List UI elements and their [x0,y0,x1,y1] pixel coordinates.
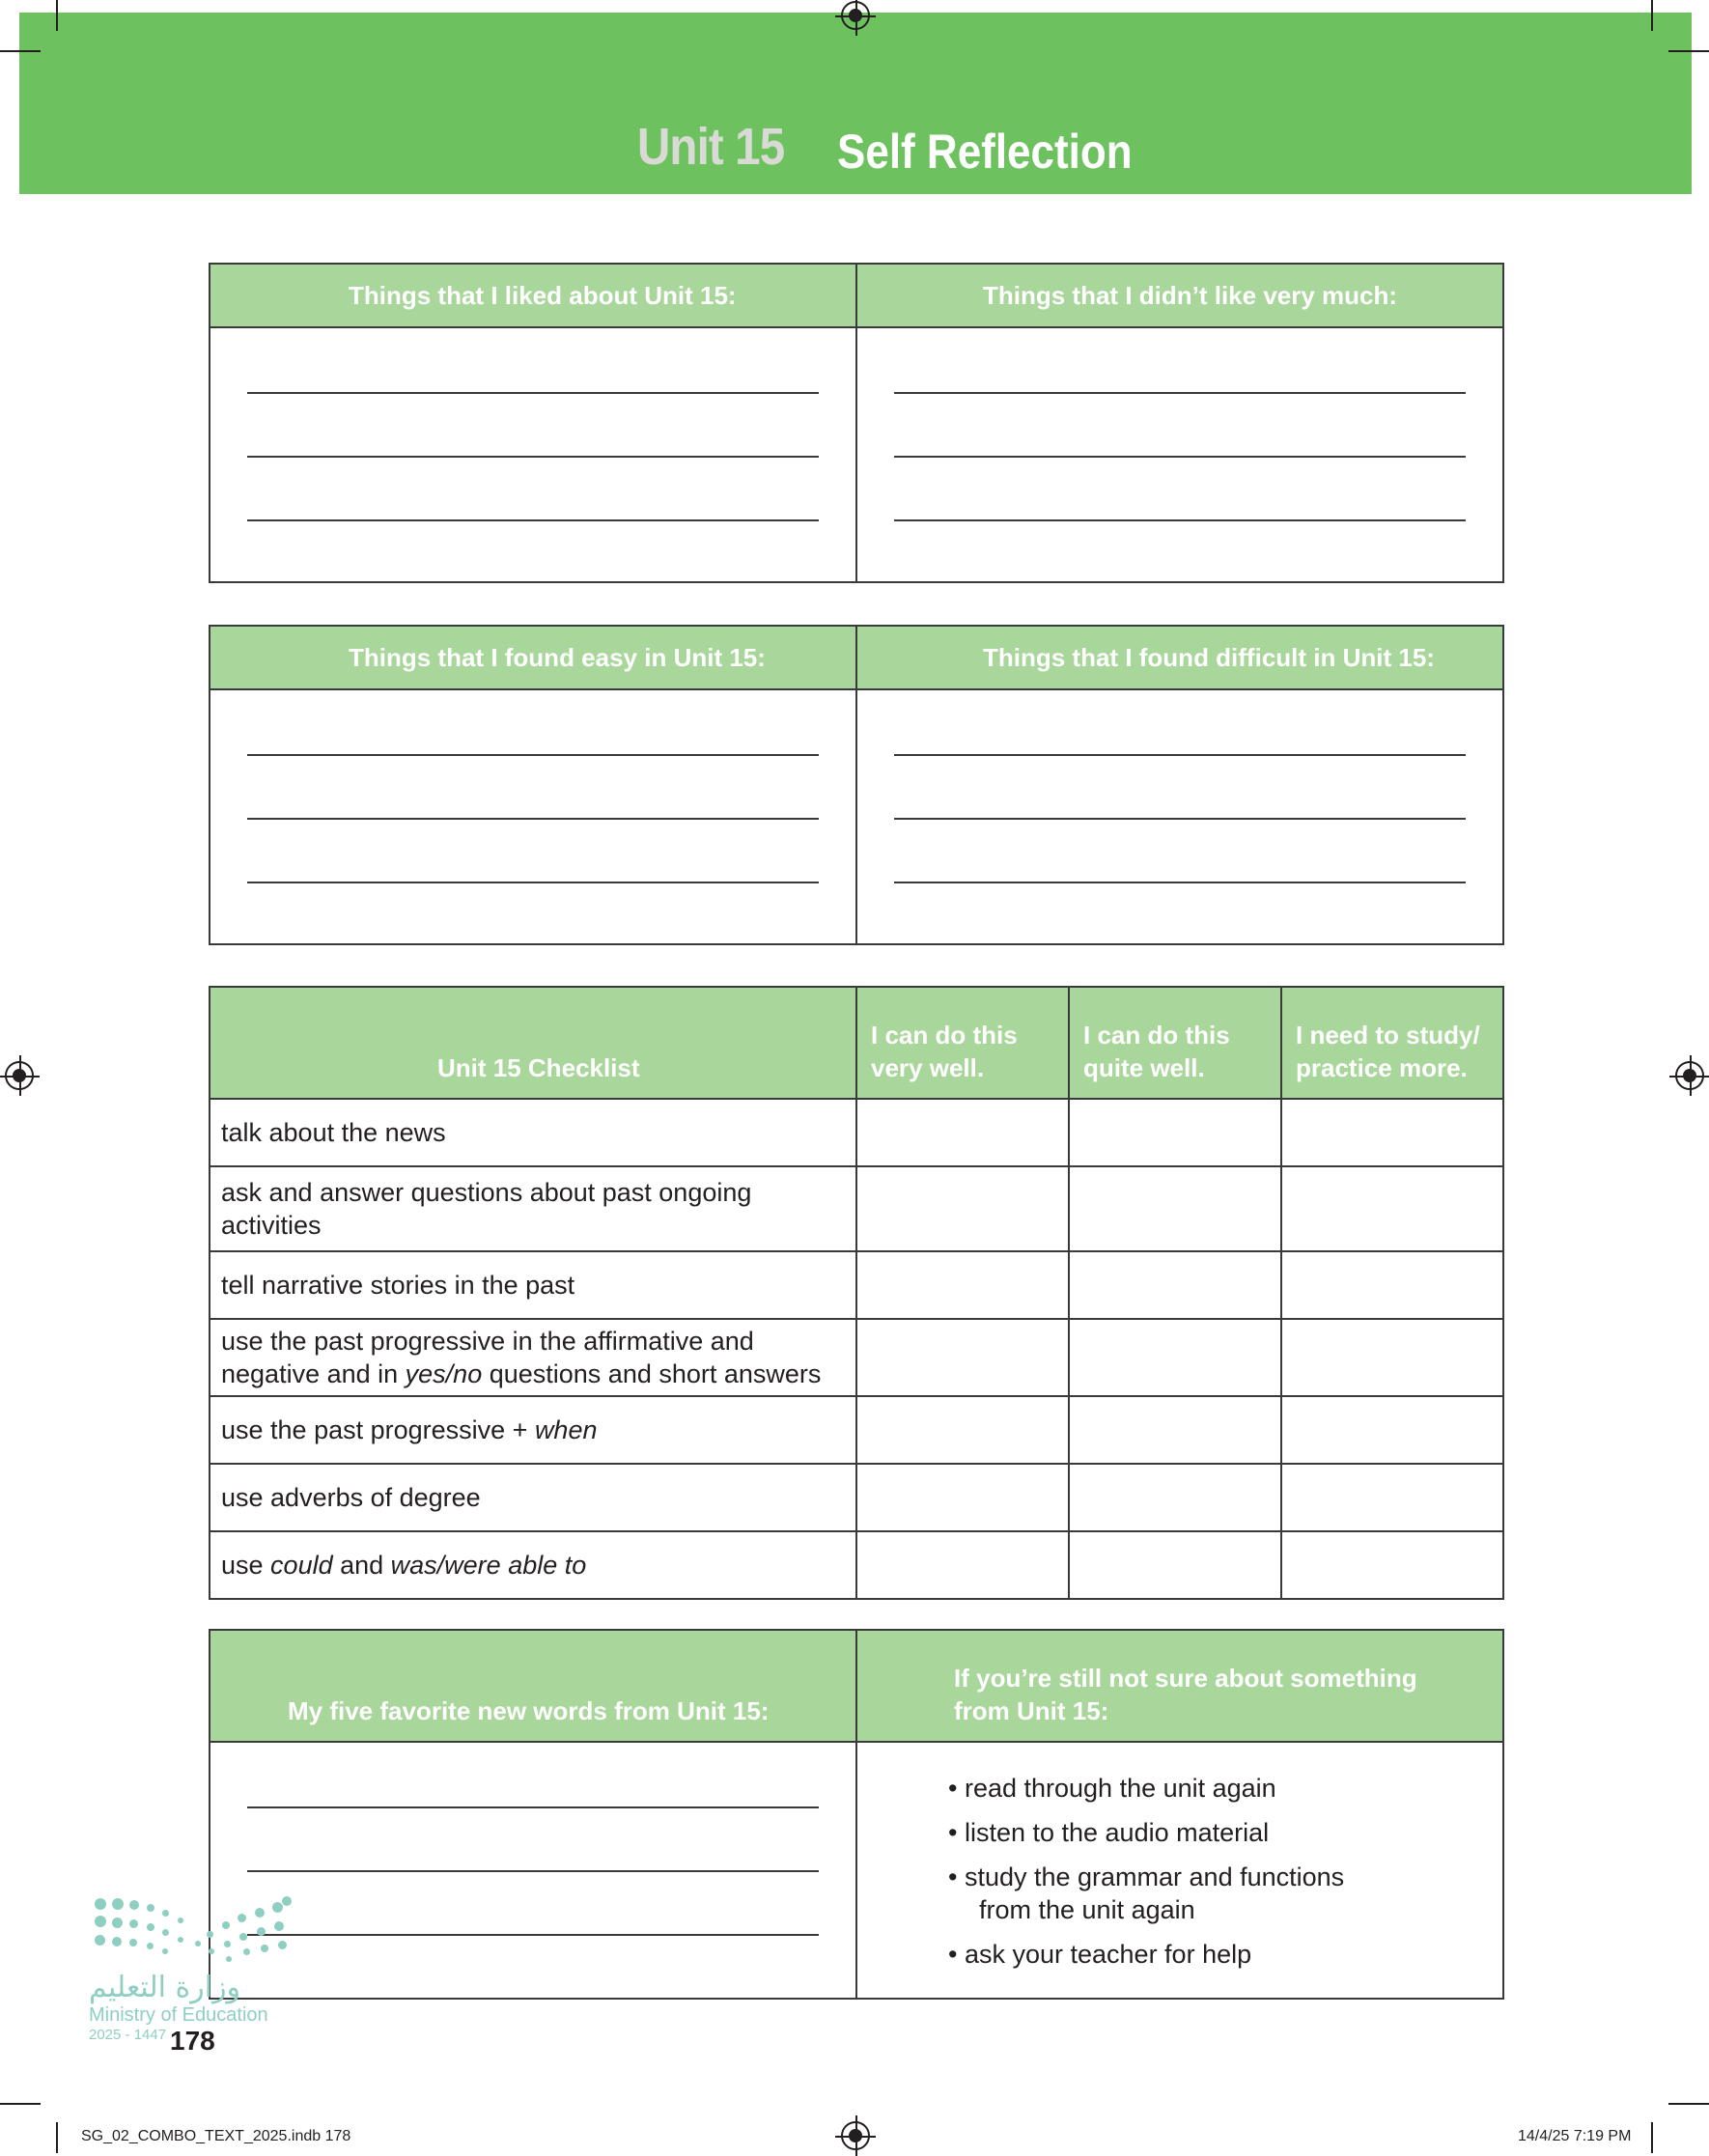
difficult-header: Things that I found difficult in Unit 15: [856,626,1503,689]
page-title: Self Reflection [837,125,1133,179]
checkbox-quite-well[interactable] [1069,1251,1281,1319]
checkbox-study-more[interactable] [1281,1099,1503,1166]
checkbox-very-well[interactable] [856,1531,1069,1599]
disliked-answer-area[interactable] [856,327,1503,582]
crop-mark [0,50,41,52]
logo-dots-icon [89,1892,292,1960]
checklist-row [210,1251,1503,1319]
checkbox-study-more[interactable] [1281,1251,1503,1319]
crop-mark [56,0,58,31]
header-banner [19,13,1692,194]
crop-mark [0,2103,41,2105]
checklist-item: talk about the news [210,1099,856,1166]
tip-item: • read through the unit again [948,1774,1276,1803]
crop-mark [56,2122,58,2153]
checklist-item: use the past progressive in the affirmative and negative and in yes/no questions and short answers [210,1319,856,1396]
crop-mark [1651,0,1653,31]
checkbox-study-more[interactable] [1281,1396,1503,1464]
easy-header: Things that I found easy in Unit 15: [210,626,856,689]
ministry-logo [89,1892,295,2045]
checklist-item: ask and answer questions about past ongoing activities [210,1166,856,1251]
checklist-item: use adverbs of degree [210,1464,856,1531]
registration-mark-icon [1675,1061,1704,1090]
checklist-row [210,1531,1503,1599]
checklist-row [210,1464,1503,1531]
column-study-more: I need to study/ practice more. [1281,987,1503,1099]
logo-english-text: Ministry of Education [89,2004,268,2026]
checkbox-quite-well[interactable] [1069,1396,1281,1464]
crop-mark [1651,2122,1653,2153]
favorite-words-answer-area[interactable] [210,1742,856,1999]
logo-year: 2025 - 1447 [89,2027,167,2043]
favorite-words-header: My five favorite new words from Unit 15: [210,1630,856,1742]
registration-mark-icon [5,1061,34,1090]
checkbox-very-well[interactable] [856,1396,1069,1464]
footer-file-info: SG_02_COMBO_TEXT_2025.indb 178 [81,2128,351,2144]
liked-answer-area[interactable] [210,327,856,582]
checkbox-very-well[interactable] [856,1464,1069,1531]
checklist-title: Unit 15 Checklist [210,987,856,1099]
checkbox-study-more[interactable] [1281,1464,1503,1531]
tip-item: • listen to the audio material [948,1818,1270,1847]
tips-cell [856,1742,1503,1999]
checklist-row [210,1319,1503,1396]
checklist-item: tell narrative stories in the past [210,1251,856,1319]
checkbox-very-well[interactable] [856,1099,1069,1166]
unit-label: Unit 15 [637,118,785,176]
checkbox-study-more[interactable] [1281,1166,1503,1251]
checklist-row [210,1396,1503,1464]
easy-answer-area[interactable] [210,689,856,944]
checkbox-study-more[interactable] [1281,1531,1503,1599]
registration-mark-icon [841,2121,870,2150]
page-number: 178 [170,2026,215,2056]
difficult-answer-area[interactable] [856,689,1503,944]
checkbox-quite-well[interactable] [1069,1531,1281,1599]
column-very-well: I can do this very well. [856,987,1069,1099]
footer-date: 14/4/25 7:19 PM [1518,2128,1632,2144]
not-sure-header: If you’re still not sure about something from Unit 15: [856,1630,1503,1742]
easy-table [209,625,1504,945]
tip-item: • ask your teacher for help [948,1940,1252,1969]
column-quite-well: I can do this quite well. [1069,987,1281,1099]
crop-mark [1668,2103,1709,2105]
tip-item: • study the grammar and functions from the unit again [948,1862,1345,1924]
crop-mark [1668,50,1709,52]
checkbox-very-well[interactable] [856,1251,1069,1319]
checkbox-quite-well[interactable] [1069,1319,1281,1396]
checklist-item: use the past progressive + when [210,1396,856,1464]
logo-arabic-text: وزارة التعليم [89,1971,241,2004]
checkbox-quite-well[interactable] [1069,1464,1281,1531]
liked-table [209,263,1504,583]
words-table [209,1629,1504,2000]
checkbox-quite-well[interactable] [1069,1099,1281,1166]
registration-mark-icon [841,1,870,30]
checklist-table [209,986,1504,1600]
checkbox-study-more[interactable] [1281,1319,1503,1396]
disliked-header: Things that I didn’t like very much: [856,264,1503,327]
checkbox-quite-well[interactable] [1069,1166,1281,1251]
liked-header: Things that I liked about Unit 15: [210,264,856,327]
checkbox-very-well[interactable] [856,1166,1069,1251]
checklist-item: use could and was/were able to [210,1531,856,1599]
checklist-row [210,1166,1503,1251]
checkbox-very-well[interactable] [856,1319,1069,1396]
checklist-row [210,1099,1503,1166]
